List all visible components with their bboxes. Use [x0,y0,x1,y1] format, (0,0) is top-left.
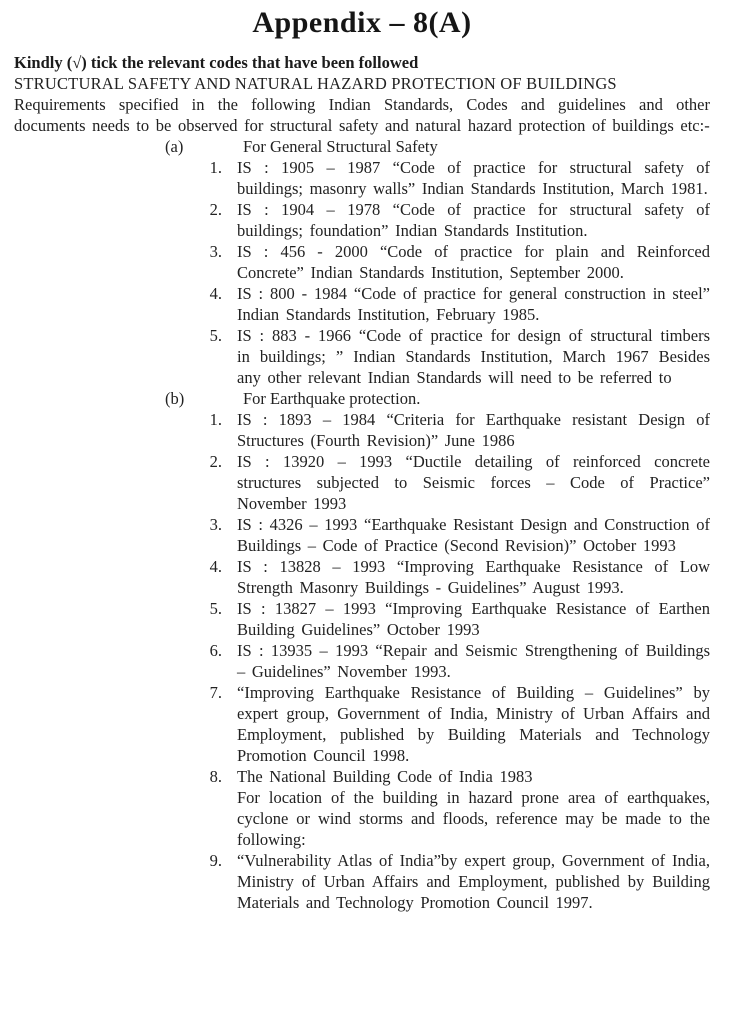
list-item [14,682,710,766]
instruction-line: Kindly (√) tick the relevant codes that have been followed [14,53,419,72]
section-a [14,136,710,388]
item-text: IS : 13827 – 1993 “Improving Earthquake Resistance of Earthen Building Guidelines” October 1993 [237,599,710,639]
item-text: IS : 1893 – 1984 “Criteria for Earthquake resistant Design of Structures (Fourth Revision)” June 1986 [237,410,710,450]
list-item [14,283,710,325]
item-text: IS : 13828 – 1993 “Improving Earthquake Resistance of Low Strength Masonry Buildings - Guidelines” August 1993. [237,557,710,597]
item-text-continuation: For location of the building in hazard prone area of earthquakes, cyclone or wind storms and floods, reference may be made to the following: [237,788,710,849]
item-number: 4. [209,557,222,576]
item-number: 1. [209,410,222,429]
item-text-line: The National Building Code of India 1983 [237,767,533,786]
list-item [14,199,710,241]
section-b-heading: For Earthquake protection. [243,389,421,408]
section-a-heading: For General Structural Safety [243,137,438,156]
list-item [14,514,710,556]
item-number: 7. [209,683,222,702]
item-number: 1. [209,158,222,177]
item-number: 3. [209,515,222,534]
item-number: 5. [209,326,222,345]
list-item [14,766,710,850]
list-item [14,640,710,682]
item-text: IS : 4326 – 1993 “Earthquake Resistant Design and Construction of Buildings – Code of Practice (Second Revision)” October 1993 [237,515,710,555]
list-item [14,850,710,913]
item-number: 3. [209,242,222,261]
list-item [14,325,710,388]
item-text: “Improving Earthquake Resistance of Building – Guidelines” by expert group, Government of India, Ministry of Urban Affairs and Employment, published by Building Materials and Technology Promotion Council 1998. [237,683,710,765]
section-b-header [14,388,710,409]
list-item [14,157,710,199]
item-text: IS : 456 - 2000 “Code of practice for plain and Reinforced Concrete” Indian Standards Institution, September 2000. [237,242,710,282]
item-number: 2. [209,452,222,471]
item-text: IS : 13935 – 1993 “Repair and Seismic Strengthening of Buildings – Guidelines” November 1993. [237,641,710,681]
item-text [237,766,710,850]
item-text: IS : 1904 – 1978 “Code of practice for structural safety of buildings; foundation” Indian Standards Institution. [237,200,710,240]
item-text: IS : 883 - 1966 “Code of practice for design of structural timbers in buildings; ” Indian Standards Institution, March 1967 Besides any other relevant Indian Standards will need to be referred to [237,326,710,387]
list-item [14,409,710,451]
section-b-label: (b) [165,389,185,408]
item-text: IS : 1905 – 1987 “Code of practice for structural safety of buildings; masonry walls” Indian Standards Institution, March 1981. [237,158,710,198]
section-b [14,388,710,913]
list-item [14,451,710,514]
list-item [14,598,710,640]
item-number: 9. [209,851,222,870]
section-a-header [14,136,710,157]
item-number: 4. [209,284,222,303]
item-number: 2. [209,200,222,219]
subject-line: STRUCTURAL SAFETY AND NATURAL HAZARD PROTECTION OF BUILDINGS [14,74,617,93]
list-item [14,241,710,283]
item-number: 6. [209,641,222,660]
list-item [14,556,710,598]
item-text: “Vulnerability Atlas of India”by expert group, Government of India, Ministry of Urban Affairs and Employment, published by Building Materials and Technology Promotion Council 1997. [237,851,710,912]
item-number: 8. [209,767,222,786]
item-text: IS : 800 - 1984 “Code of practice for general construction in steel” Indian Standards Institution, February 1985. [237,284,710,324]
page-title: Appendix – 8(A) [252,6,472,39]
intro-paragraph: Requirements specified in the following Indian Standards, Codes and guidelines and other documents needs to be observed for structural safety and natural hazard protection of buildings etc:- [14,95,710,135]
item-text: IS : 13920 – 1993 “Ductile detailing of reinforced concrete structures subjected to Seismic forces – Code of Practice” November 1993 [237,452,710,513]
item-number: 5. [209,599,222,618]
section-a-label: (a) [165,137,184,156]
